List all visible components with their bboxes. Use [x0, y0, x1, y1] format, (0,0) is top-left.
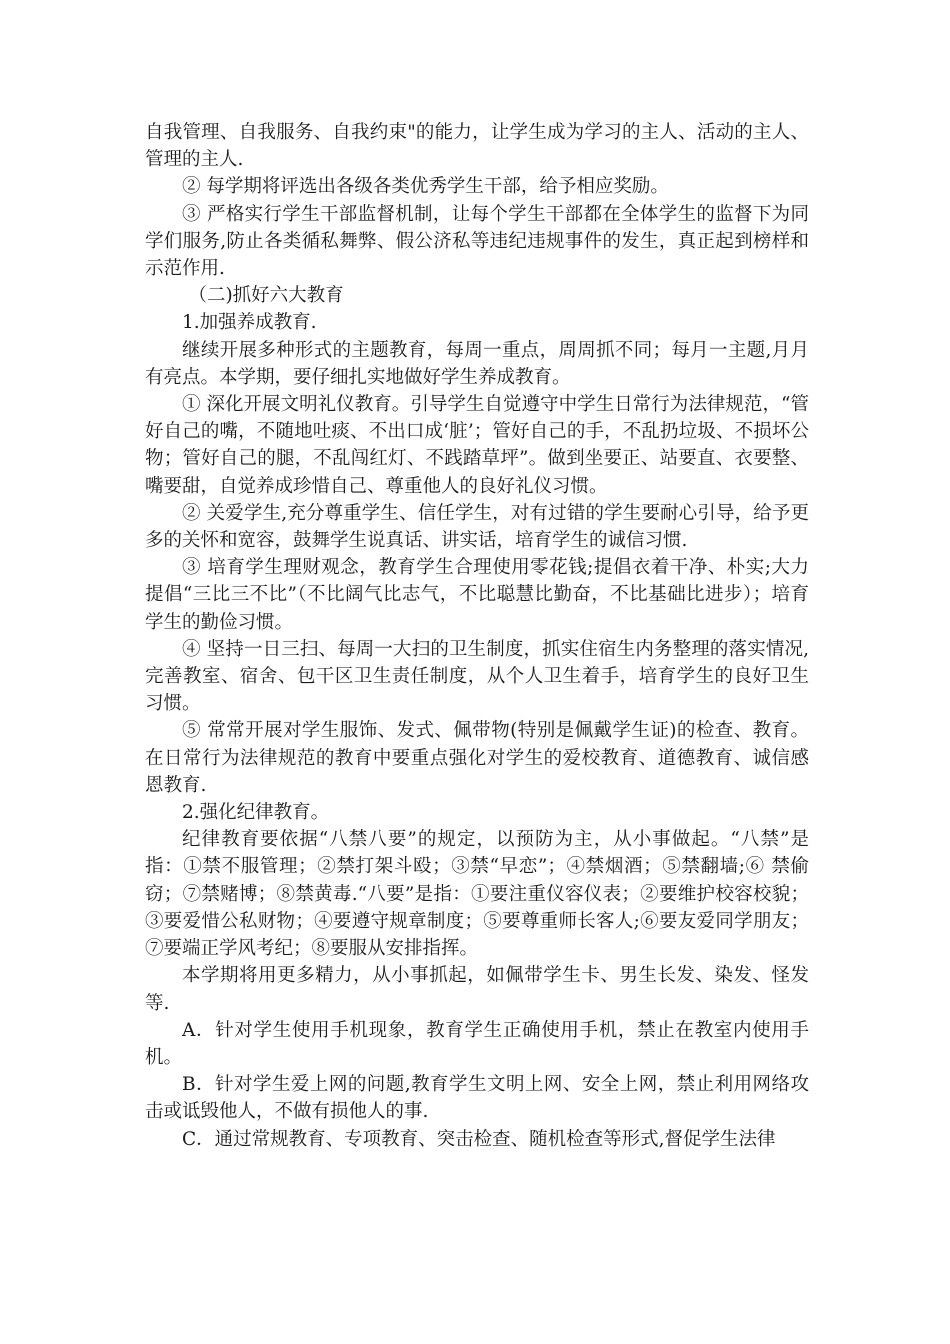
paragraph-dress-inspection: ⑤ 常常开展对学生服饰、发式、佩带物(特别是佩戴学生证)的检查、教育。在日常行为法律规范的教育中要重点强化对学生的爱校教育、道德教育、诚信感恩教育. — [145, 720, 809, 796]
paragraph-finance-concept: ③ 培育学生理财观念，教育学生合理使用零花钱;提倡衣着干净、朴实;大力提倡“三比三不比”（不比阔气比志气，不比聪慧比勤奋，不比基础比进步）；培育学生的勤俭习惯。 — [145, 557, 809, 633]
paragraph-theme-education: 继续开展多种形式的主题教育，每周一重点，周周抓不同；每月一主题,月月有亮点。本学期，要仔细扎实地做好学生养成教育。 — [145, 339, 809, 388]
subheading-discipline-education: 2.强化纪律教育。 — [182, 802, 330, 824]
paragraph-item-b-internet: B．针对学生爱上网的问题,教育学生文明上网、安全上网，禁止利用网络攻击或诋毁他人，不做有损他人的事. — [145, 1074, 809, 1123]
subheading-habit-education: 1.加强养成教育. — [182, 312, 317, 334]
paragraph-item-3-supervision: ③ 严格实行学生干部监督机制，让每个学生干部都在全体学生的监督下为同学们服务,防止各类循私舞弊、假公济私等违纪违规事件的发生，真正起到榜样和示范作用. — [145, 203, 809, 280]
paragraph-small-matters: 本学期将用更多精力，从小事抓起，如佩带学生卡、男生长发、染发、怪发等. — [145, 965, 809, 1014]
paragraph-etiquette-education: ① 深化开展文明礼仪教育。引导学生自觉遵守中学生日常行为法律规范，“管好自己的嘴，不随地吐痰、不出口成‘脏’；管好自己的手，不乱扔垃圾、不损坏公物；管好自己的腿，不乱闯红灯、不践踏草坪”。做到坐要正、站要直、衣要整、嘴要甜，自觉养成珍惜自己、尊重他人的良好礼仪习惯。 — [145, 394, 809, 497]
paragraph-continuation: 自我管理、自我服务、自我约束"的能力，让学生成为学习的主人、活动的主人、管理的主人. — [145, 122, 809, 171]
paragraph-eight-prohibitions: 纪律教育要依据“八禁八要”的规定，以预防为主，从小事做起。“八禁”是指：①禁不服管理；②禁打架斗殴；③禁“早恋”；④禁烟酒；⑤禁翻墙;⑥ 禁偷窃；⑦禁赌博；⑧禁黄毒.“八要”是指：①要注重仪容仪表；②要维护校容校貌；③要爱惜公私财物；④要遵守规章制度；⑤要尊重师长客人;⑥要友爱同学朋友；⑦要端正学风考纪；⑧要服从安排指挥。 — [145, 829, 809, 960]
section-heading-six-educations: （二)抓好六大教育 — [188, 285, 344, 307]
paragraph-hygiene-habits: ④ 坚持一日三扫、每周一大扫的卫生制度，抓实住宿生内务整理的落实情况,完善教室、宿舍、包干区卫生责任制度，从个人卫生着手，培育学生的良好卫生习惯。 — [145, 638, 809, 715]
paragraph-item-2-award: ② 每学期将评选出各级各类优秀学生干部，给予相应奖励。 — [182, 176, 669, 198]
paragraph-item-a-phones: A．针对学生使用手机现象，教育学生正确使用手机，禁止在教室内使用手机。 — [145, 1019, 809, 1068]
paragraph-care-students: ② 关爱学生,充分尊重学生、信任学生，对有过错的学生要耐心引导，给予更多的关怀和宽容，鼓舞学生说真话、讲实话，培育学生的诚信习惯. — [145, 502, 809, 552]
document-page — [145, 119, 809, 1153]
paragraph-item-c-inspection: C．通过常规教育、专项教育、突击检查、随机检查等形式,督促学生法律 — [182, 1128, 776, 1150]
